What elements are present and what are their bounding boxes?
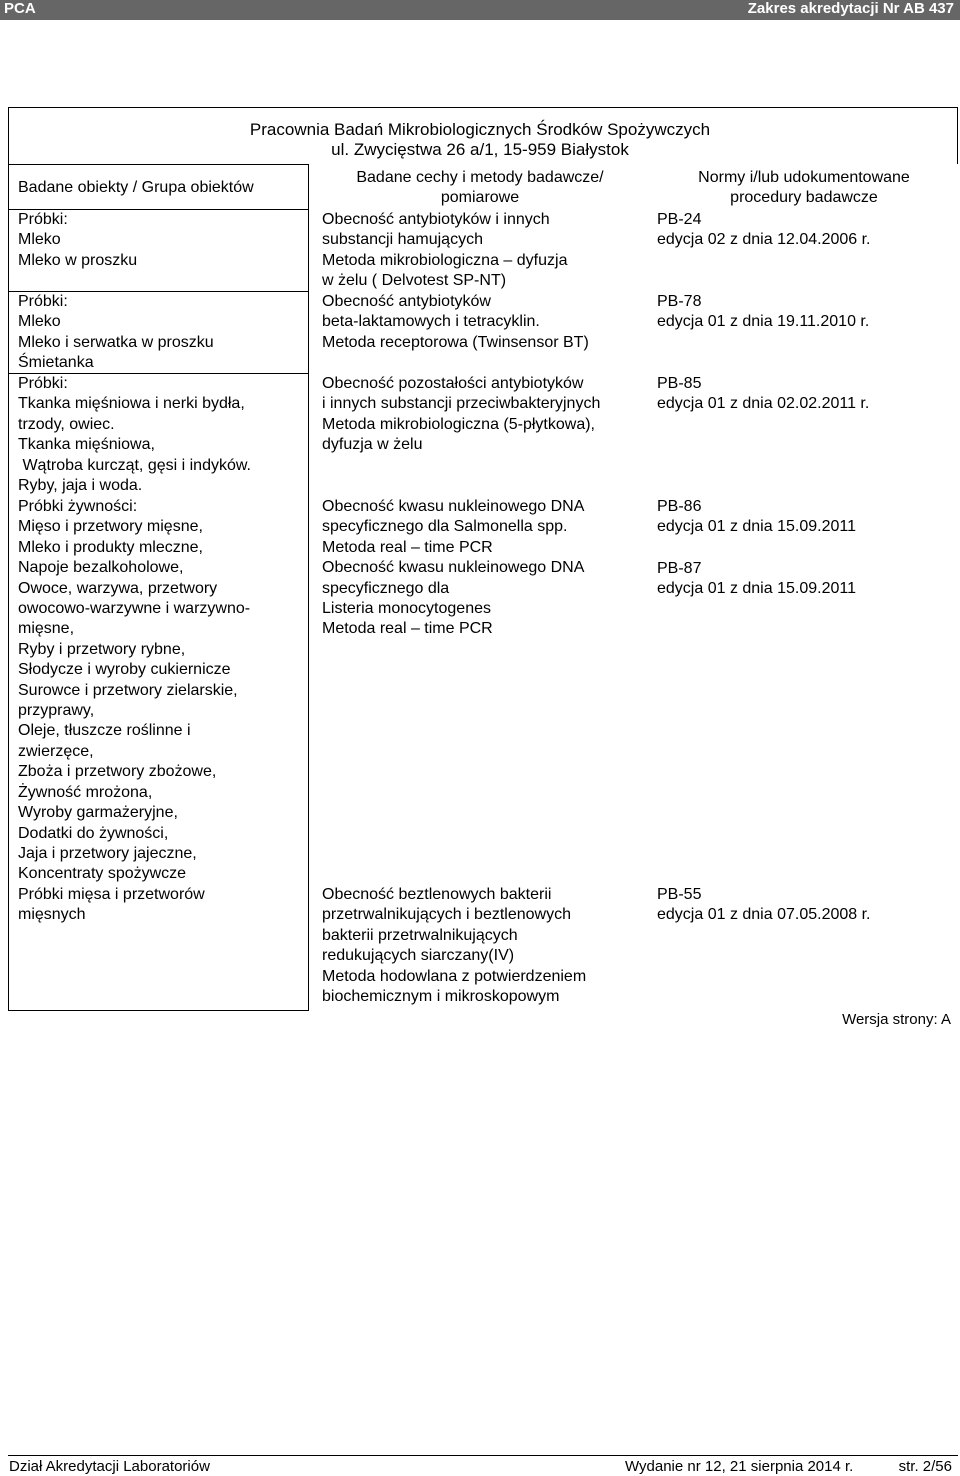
table-border-left (8, 107, 9, 1011)
list-item: Obecność beztlenowych bakterii (322, 886, 552, 903)
footer-center: Wydanie nr 12, 21 sierpnia 2014 r. (625, 1458, 854, 1475)
list-item: Mięso i przetwory mięsne, (18, 518, 203, 536)
list-item: Próbki: (18, 211, 68, 228)
list-item: Zboża i przetwory zbożowe, (18, 763, 217, 781)
list-item: Próbki: (18, 293, 68, 310)
list-item: Metoda hodowlana z potwierdzeniem (322, 967, 587, 985)
col2-group-4 (322, 497, 584, 640)
procedure-edition: edycja 01 z dnia 02.02.2011 r. (657, 395, 870, 413)
procedure-edition: edycja 01 z dnia 15.09.2011 (657, 518, 856, 536)
list-item: substancji hamujących (322, 231, 483, 249)
list-item: bakterii przetrwalnikujących (322, 926, 518, 944)
list-item: Żywność mrożona, (18, 783, 153, 801)
list-item: mięsne, (18, 620, 75, 638)
table-border-top (8, 107, 958, 108)
list-item: Wyroby garmażeryjne, (18, 804, 178, 822)
col1-group-3 (18, 374, 251, 496)
list-item: Obecność pozostałości antybiotyków (322, 375, 584, 392)
list-item: Jaja i przetwory jajeczne, (18, 844, 197, 862)
list-item: Metoda mikrobiologiczna – dyfuzja (322, 251, 568, 269)
list-item: Metoda real – time PCR (322, 538, 493, 556)
list-item: Ryby, jaja i woda. (18, 477, 143, 495)
list-item: specyficznego dla Salmonella spp. (322, 518, 568, 536)
list-item: Napoje bezalkoholowe, (18, 559, 184, 577)
footer-left: Dział Akredytacji Laboratoriów (9, 1458, 210, 1475)
col3-group-1 (657, 210, 871, 251)
col2-group-3 (322, 374, 600, 456)
col2-header: Badane cechy i metody badawcze/ pomiarowe (356, 169, 604, 206)
procedure-edition: edycja 01 z dnia 19.11.2010 r. (657, 313, 870, 331)
list-item: Mleko i produkty mleczne, (18, 538, 203, 556)
list-item: dyfuzja w żelu (322, 436, 423, 454)
col1-group-4 (18, 497, 250, 885)
list-item: Próbki mięsa i przetworów (18, 886, 205, 903)
col2-group-1 (322, 210, 567, 292)
list-item: Tkanka mięśniowa i nerki bydła, (18, 395, 245, 413)
list-item: Obecność antybiotyków (322, 293, 491, 310)
col3-group-3 (657, 374, 869, 415)
procedure-code: PB-85 (657, 375, 702, 392)
table-border-right (957, 107, 958, 164)
procedure-edition: edycja 01 z dnia 07.05.2008 r. (657, 906, 871, 924)
col3-group-4b (657, 559, 856, 600)
list-item: Słodycze i wyroby cukiernicze (18, 661, 231, 679)
procedure-edition: edycja 02 z dnia 12.04.2006 r. (657, 231, 871, 249)
list-item: Próbki żywności: (18, 498, 138, 515)
col3-header: Normy i/lub udokumentowane procedury badawcze (698, 169, 910, 206)
lab-address: ul. Zwycięstwa 26 a/1, 15-959 Białystok (331, 140, 629, 159)
list-item: w żelu ( Delvotest SP-NT) (322, 272, 507, 290)
footer-right: str. 2/56 (898, 1458, 952, 1475)
procedure-code: PB-86 (657, 498, 702, 515)
list-item: Mleko (18, 313, 61, 331)
page-version: Wersja strony: A (842, 1011, 951, 1028)
header-row-line (8, 164, 308, 165)
footer-rule (8, 1455, 958, 1456)
list-item: Mleko i serwatka w proszku (18, 333, 214, 351)
col3-group-2 (657, 292, 869, 333)
list-item: mięsnych (18, 906, 86, 924)
list-item: Próbki: (18, 375, 68, 392)
list-item: Mleko (18, 231, 61, 249)
list-item: zwierzęce, (18, 742, 94, 760)
header-right: Zakres akredytacji Nr AB 437 (747, 0, 954, 17)
list-item: Dodatki do żywności, (18, 824, 169, 842)
list-item: Ryby i przetwory rybne, (18, 640, 186, 658)
list-item: Oleje, tłuszcze roślinne i (18, 722, 191, 740)
list-item: Obecność kwasu nukleinowego DNA (322, 559, 585, 577)
list-item: biochemicznym i mikroskopowym (322, 988, 560, 1006)
table-border-bottom (8, 1010, 308, 1011)
list-item: Śmietanka (18, 354, 94, 372)
list-item: redukujących siarczany(IV) (322, 947, 515, 965)
col3-group-5 (657, 885, 871, 926)
procedure-code: PB-78 (657, 293, 702, 310)
list-item: przyprawy, (18, 702, 95, 720)
list-item: Surowce i przetwory zielarskie, (18, 681, 238, 699)
list-item: trzody, owiec. (18, 415, 115, 433)
list-item: Metoda receptorowa (Twinsensor BT) (322, 333, 589, 351)
col2-group-2 (322, 292, 589, 353)
col1-separator (308, 164, 309, 1011)
page-header-bar (0, 0, 960, 20)
list-item: specyficznego dla (322, 579, 450, 597)
list-item: Tkanka mięśniowa, (18, 436, 155, 454)
list-item: owocowo-warzywne i warzywno- (18, 600, 251, 618)
list-item: Koncentraty spożywcze (18, 865, 187, 883)
list-item: Owoce, warzywa, przetwory (18, 579, 218, 597)
list-item: Mleko w proszku (18, 251, 138, 269)
lab-name: Pracownia Badań Mikrobiologicznych Środków Spożywczych (249, 120, 711, 139)
col1-header: Badane obiekty / Grupa obiektów (18, 179, 254, 196)
col1-group-5 (18, 885, 205, 926)
header-left: PCA (4, 0, 36, 17)
col1-group-1 (18, 210, 137, 271)
list-item: Metoda mikrobiologiczna (5-płytkowa), (322, 415, 595, 433)
col3-group-4a (657, 497, 856, 538)
list-item: beta-laktamowych i tetracyklin. (322, 313, 540, 331)
col1-group-2 (18, 292, 214, 374)
list-item: przetrwalnikujących i beztlenowych (322, 906, 571, 924)
list-item: Metoda real – time PCR (322, 620, 493, 638)
procedure-code: PB-55 (657, 886, 702, 903)
col2-group-5 (322, 885, 586, 1007)
list-item: i innych substancji przeciwbakteryjnych (322, 395, 601, 413)
list-item: Wątroba kurcząt, gęsi i indyków. (18, 456, 251, 474)
list-item: Obecność antybiotyków i innych (322, 211, 550, 228)
list-item: Obecność kwasu nukleinowego DNA (322, 498, 585, 515)
procedure-edition: edycja 01 z dnia 15.09.2011 (657, 580, 856, 598)
procedure-code: PB-24 (657, 211, 702, 228)
list-item: Listeria monocytogenes (322, 600, 491, 618)
procedure-code: PB-87 (657, 560, 702, 577)
